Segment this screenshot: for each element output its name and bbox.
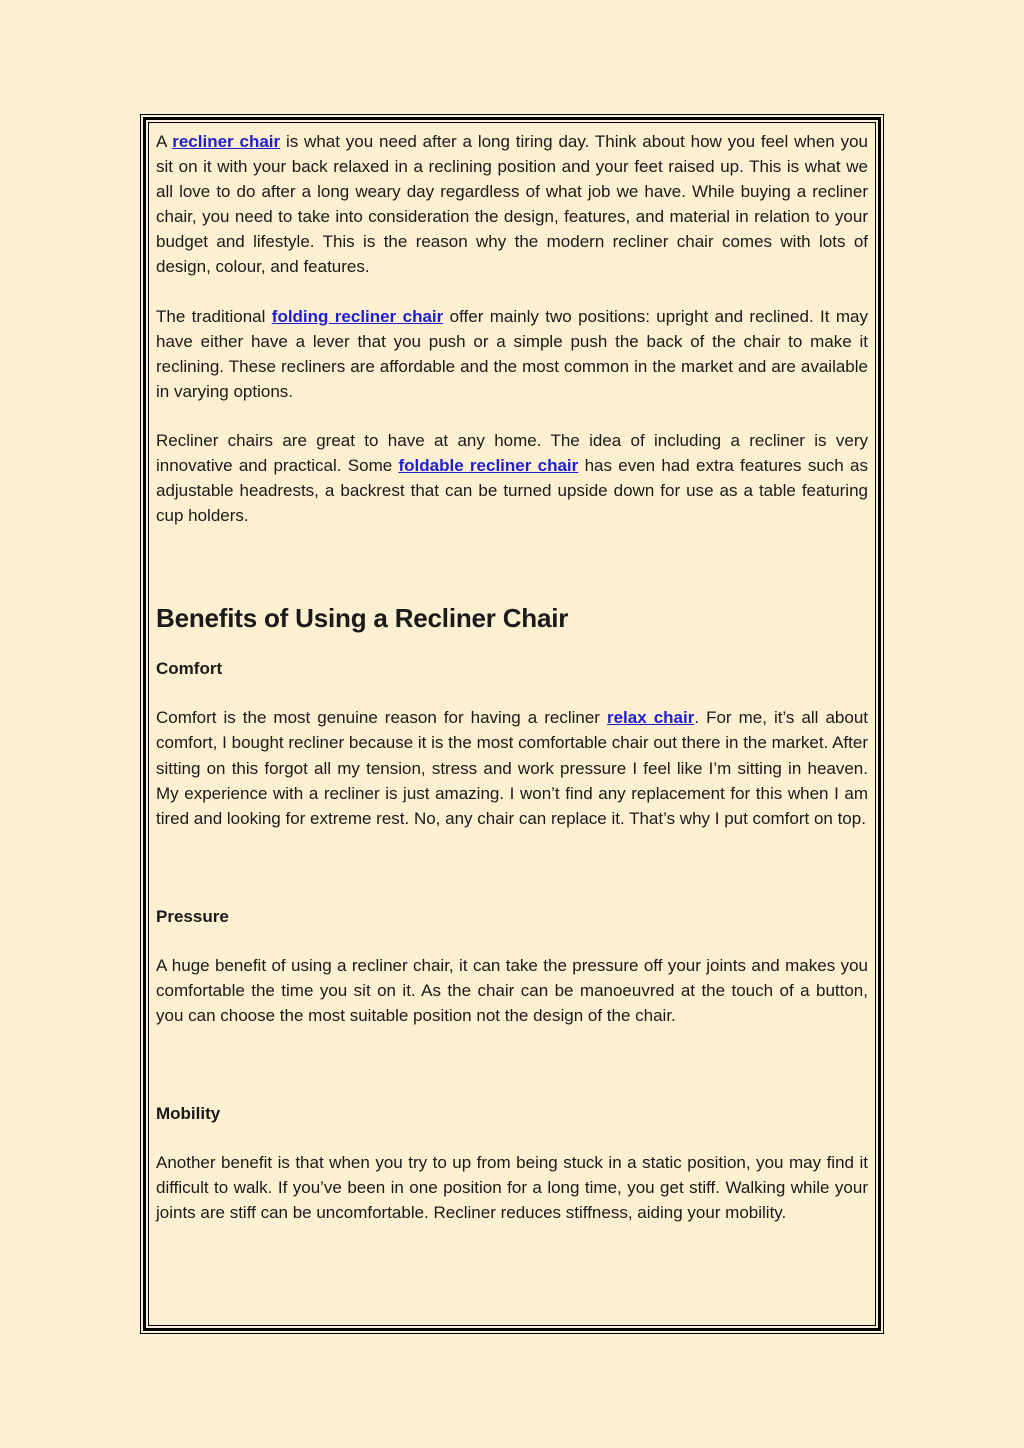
mobility-heading: Mobility <box>156 1104 221 1124</box>
relax-chair-link[interactable]: relax chair <box>606 708 695 728</box>
benefits-heading: Benefits of Using a Recliner Chair <box>156 603 569 634</box>
features-text-start: Recliner chairs are great to have at any home. The idea of including a recliner is very innovative and practical. Some <box>156 430 868 476</box>
comfort-heading: Comfort <box>156 659 223 679</box>
traditional-paragraph <box>156 304 868 404</box>
content-frame <box>140 114 884 1334</box>
comfort-text-start: Comfort is the most genuine reason for having a recliner <box>156 708 607 728</box>
intro-paragraph <box>156 129 868 280</box>
folding-recliner-chair-link[interactable]: folding recliner chair <box>271 306 444 326</box>
intro-text-start: A <box>156 132 173 151</box>
foldable-recliner-chair-link[interactable]: foldable recliner chair <box>398 456 579 476</box>
traditional-text-rest: offer mainly two positions: upright and reclined. It may have either have a lever that you push or a simple push the back of the chair to make it reclining. These recliners are affordable and the most common in the market and are available in varying options. <box>156 306 869 401</box>
mobility-paragraph: Another benefit is that when you try to up from being stuck in a static position, you may find it difficult to walk. If you’ve been in one position for a long time, you get stiff. Walking while your joints are stiff can be uncomfortable. Recliner reduces stiffness, aiding your mobility. <box>156 1153 868 1223</box>
comfort-paragraph <box>156 705 868 830</box>
intro-text-rest: is what you need after a long tiring day. Think about how you feel when you sit on it with your back relaxed in a reclining position and your feet raised up. This is what we all love to do after a long weary day regardless of what job we have. While buying a recliner chair, you need to take into consideration the design, features, and material in relation to your budget and lifestyle. This is the reason why the modern recliner chair comes with lots of design, colour, and features. <box>156 132 868 277</box>
recliner-chair-link[interactable]: recliner chair <box>172 132 281 151</box>
features-text-rest: has even had extra features such as adjustable headrests, a backrest that can be turned upside down for use as a table featuring cup holders. <box>156 456 868 526</box>
features-paragraph <box>156 428 868 528</box>
pressure-paragraph: A huge benefit of using a recliner chair, it can take the pressure off your joints and makes you comfortable the time you sit on it. As the chair can be manoeuvred at the touch of a button, you can choose the most suitable position not the design of the chair. <box>156 955 868 1025</box>
content-frame-border <box>143 117 881 1331</box>
pressure-heading: Pressure <box>156 906 229 926</box>
comfort-text-rest: . For me, it’s all about comfort, I bought recliner because it is the most comfortable chair out there in the market. After sitting on this forgot all my tension, stress and work pressure I feel like I’m sitting in heaven. My experience with a recliner is just amazing. I won’t find any replacement for this when I am tired and looking for extreme rest. No, any chair can replace it. That’s why I put comfort on top. <box>156 708 869 828</box>
content-area <box>148 122 876 1326</box>
traditional-text-start: The traditional <box>156 306 272 326</box>
